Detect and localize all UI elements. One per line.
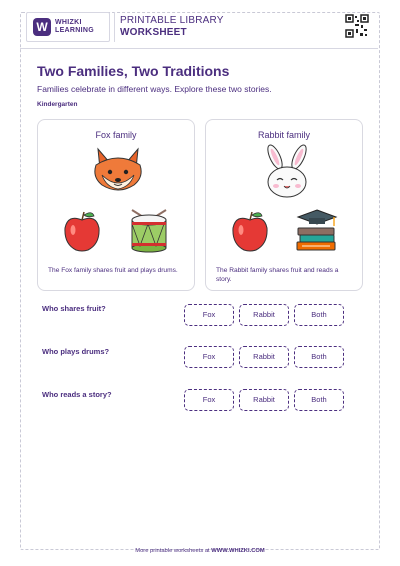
brand-line1: WHIZKI — [55, 19, 82, 26]
card-description: The Fox family shares fruit and plays drums. — [48, 267, 178, 274]
books-icon — [294, 208, 340, 254]
footer — [0, 548, 400, 554]
header-title — [120, 15, 224, 39]
header-title-line2: WORKSHEET — [120, 27, 187, 38]
brand-logo — [26, 12, 110, 42]
card-description: The Rabbit family shares fruit and reads a story. — [216, 267, 339, 283]
question-text: Who plays drums? — [42, 347, 110, 356]
answer-option-fox[interactable]: Fox — [184, 346, 234, 368]
apple-icon — [62, 210, 102, 252]
card-title: Rabbit family — [257, 130, 311, 140]
question-text: Who shares fruit? — [42, 304, 106, 313]
header-title-line1: PRINTABLE LIBRARY — [120, 15, 224, 26]
question-text: Who reads a story? — [42, 390, 112, 399]
apple-icon — [230, 210, 270, 252]
answer-option-rabbit[interactable]: Rabbit — [239, 389, 289, 411]
logo-badge: W — [33, 18, 51, 36]
answer-option-rabbit[interactable]: Rabbit — [239, 304, 289, 326]
rabbit-family-card — [205, 119, 363, 291]
footer-link[interactable]: WWW.WHIZKI.COM — [211, 548, 265, 554]
brand-line2: LEARNING — [55, 27, 94, 34]
answer-option-fox[interactable]: Fox — [184, 304, 234, 326]
header — [20, 8, 378, 44]
fox-icon — [90, 145, 146, 195]
page-title: Two Families, Two Traditions — [37, 63, 230, 79]
answer-option-rabbit[interactable]: Rabbit — [239, 346, 289, 368]
fox-family-card — [37, 119, 195, 291]
footer-text: More printable worksheets at — [135, 548, 210, 554]
grade-label: Kindergarten — [37, 101, 78, 108]
answer-option-both[interactable]: Both — [294, 389, 344, 411]
page-subtitle: Families celebrate in different ways. Explore these two stories. — [37, 84, 272, 94]
qr-code-icon — [345, 14, 369, 38]
header-line — [20, 48, 378, 49]
answer-option-fox[interactable]: Fox — [184, 389, 234, 411]
card-title: Fox family — [95, 130, 137, 140]
header-divider — [114, 12, 115, 42]
rabbit-icon — [261, 144, 313, 198]
answer-option-both[interactable]: Both — [294, 346, 344, 368]
drum-icon — [126, 208, 172, 254]
answer-option-both[interactable]: Both — [294, 304, 344, 326]
